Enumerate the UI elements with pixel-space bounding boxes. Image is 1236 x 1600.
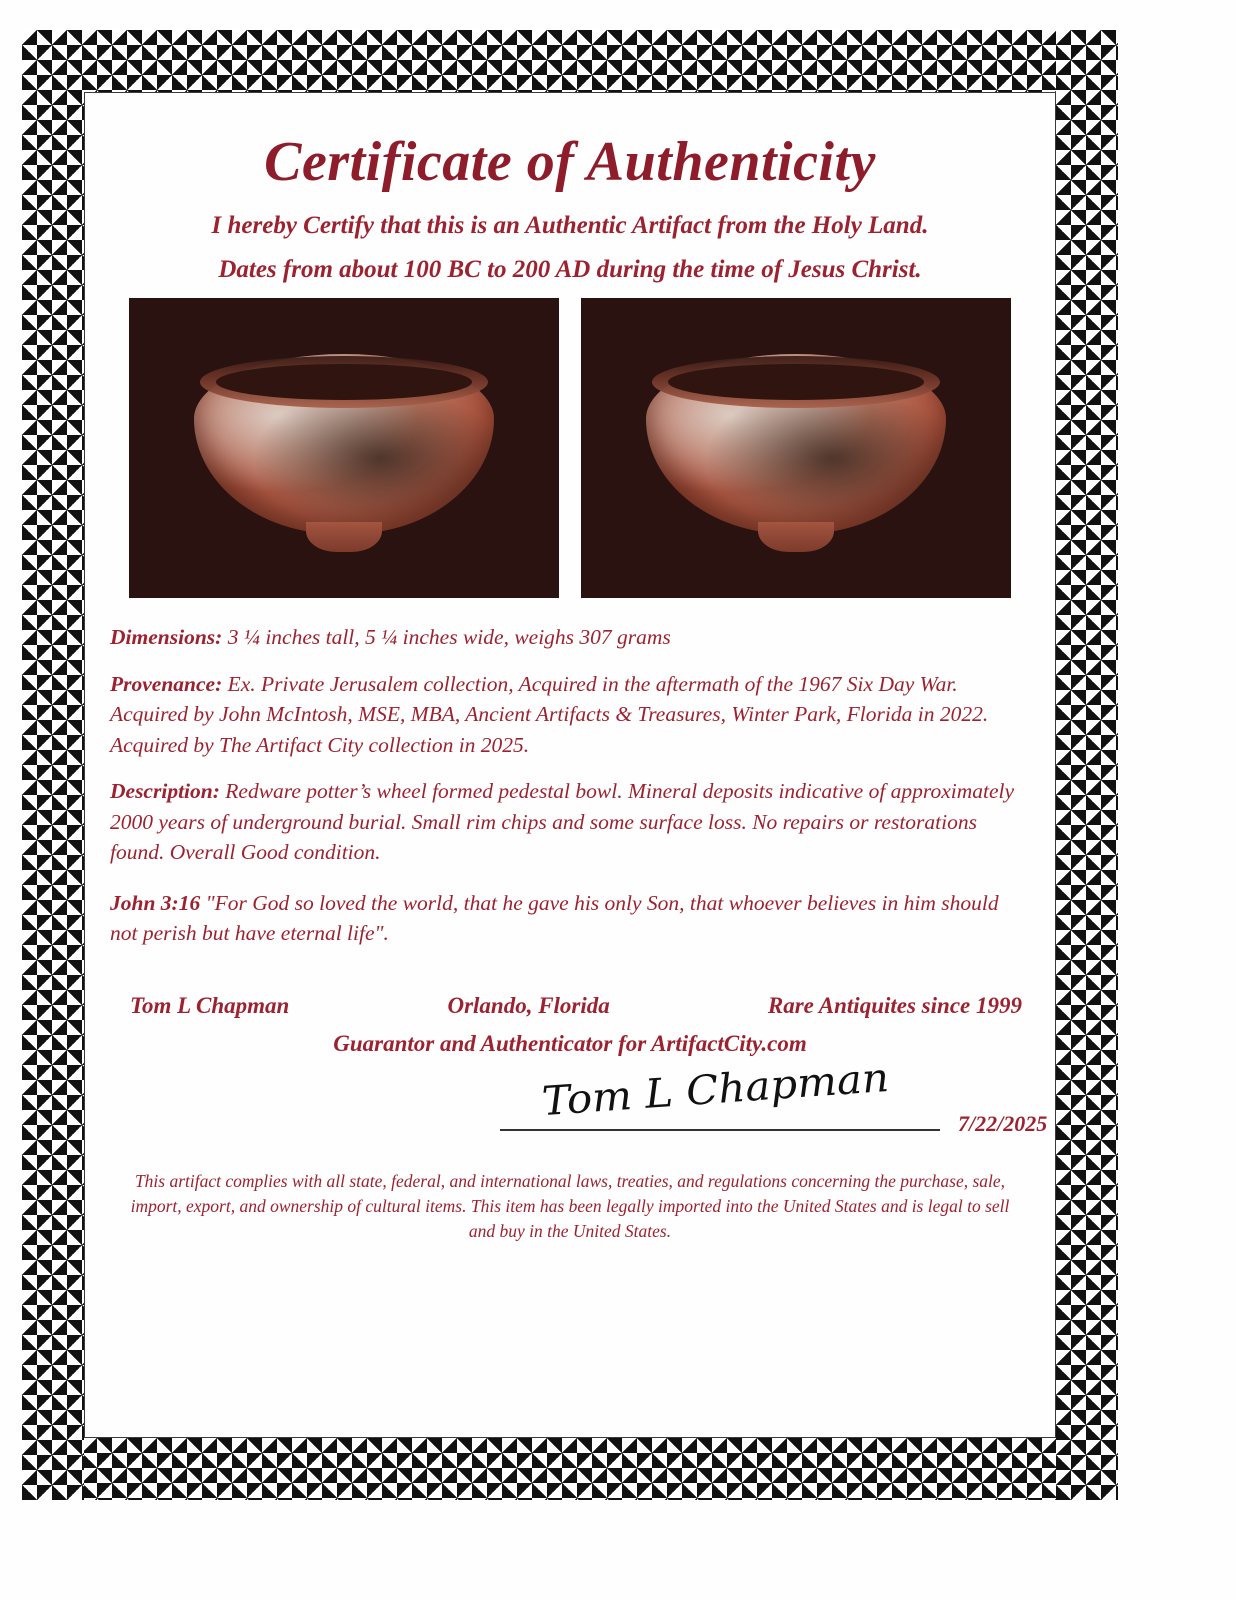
field-provenance-label: Provenance: bbox=[110, 671, 223, 696]
field-description-value: Redware potter’s wheel formed pedestal bowl. Mineral deposits indicative of approximately 2000 years of underground burial. Small rim chips and some surface loss. No repairs or restorations found. Overall Good condition. bbox=[110, 779, 1015, 865]
field-provenance-value: Ex. Private Jerusalem collection, Acquired in the aftermath of the 1967 Six Day War. Acquired by John McIntosh, MSE, MBA, Ancient Artifacts & Treasures, Winter Park, Florida in 2022. Acquired by The Artifact City collection in 2025. bbox=[110, 671, 989, 757]
signature-mark: Tom L Chapman bbox=[540, 1054, 891, 1125]
field-provenance bbox=[110, 669, 1030, 761]
bowl-pedestal-foot bbox=[306, 522, 382, 552]
celtic-knot-border-top bbox=[22, 30, 1118, 92]
celtic-knot-border-left bbox=[22, 30, 84, 1500]
artifact-photo-1 bbox=[129, 298, 559, 598]
signature-date: 7/22/2025 bbox=[958, 1110, 1048, 1136]
artifact-photos bbox=[110, 298, 1030, 598]
bowl-illustration-1 bbox=[194, 354, 494, 554]
certify-line-2: Dates from about 100 BC to 200 AD during the time of Jesus Christ. bbox=[218, 256, 922, 283]
field-dimensions-value: 3 ¼ inches tall, 5 ¼ inches wide, weighs 307 grams bbox=[222, 625, 671, 649]
celtic-knot-border-right bbox=[1056, 30, 1118, 1500]
field-dimensions-label: Dimensions: bbox=[110, 625, 223, 649]
signature-line bbox=[500, 1129, 940, 1131]
certify-line-1: I hereby Certify that this is an Authentic Artifact from the Holy Land. bbox=[211, 212, 929, 239]
bowl-rim-interior bbox=[216, 364, 472, 400]
field-dimensions bbox=[110, 622, 1030, 653]
field-scripture-value: "For God so loved the world, that he gave his only Son, that whoever believes in him should not perish but have eternal life". bbox=[110, 890, 999, 946]
signoff-row bbox=[130, 993, 1022, 1019]
bowl-rim-interior bbox=[668, 364, 924, 400]
guarantor-line: Guarantor and Authenticator for ArtifactCity.com bbox=[333, 1030, 807, 1056]
field-description-label: Description: bbox=[110, 779, 220, 804]
field-description bbox=[110, 776, 1030, 868]
celtic-knot-border-bottom bbox=[22, 1438, 1118, 1500]
bowl-pedestal-foot bbox=[758, 522, 834, 552]
artifact-photo-2 bbox=[581, 298, 1011, 598]
legal-disclaimer: This artifact complies with all state, federal, and international laws, treaties, and regulations concerning the purchase, sale, import, export, and ownership of cultural items. This item has been legally imported into the United States and is legal to sell and buy in the United States. bbox=[130, 1170, 1010, 1242]
signer-name: Tom L Chapman bbox=[130, 992, 290, 1018]
signature-row bbox=[110, 1054, 1048, 1153]
field-scripture bbox=[110, 888, 1030, 949]
signer-tagline: Rare Antiquites since 1999 bbox=[767, 992, 1022, 1018]
field-scripture-label: John 3:16 bbox=[110, 890, 201, 915]
signer-location: Orlando, Florida bbox=[447, 992, 610, 1018]
certificate-content bbox=[110, 110, 1048, 1430]
page-title: Certificate of Authenticity bbox=[264, 131, 876, 193]
bowl-illustration-2 bbox=[646, 354, 946, 554]
